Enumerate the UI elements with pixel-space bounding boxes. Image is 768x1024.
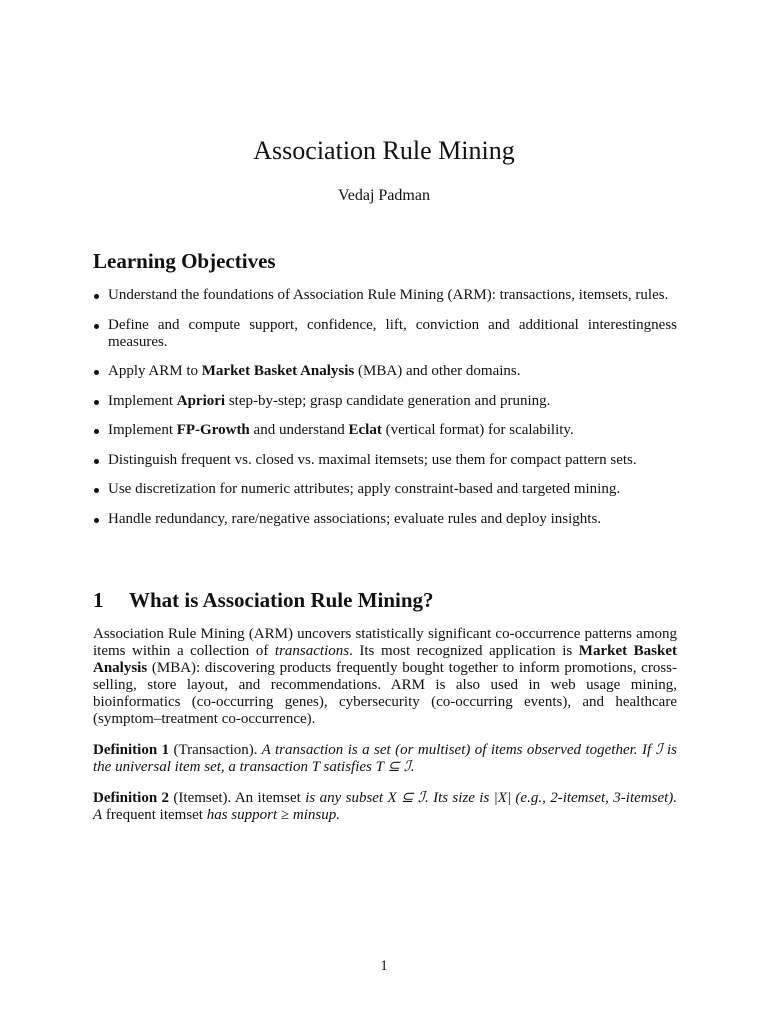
section-title: What is Association Rule Mining?: [129, 588, 434, 612]
author-name: Vedaj Padman: [338, 187, 430, 204]
section-1-heading: [93, 588, 434, 613]
learning-objectives-heading: Learning Objectives: [93, 249, 276, 273]
objective-item: Understand the foundations of Association Rule Mining (ARM): transactions, itemsets, rules.: [93, 287, 677, 304]
objective-item: Implement FP-Growth and understand Eclat (vertical format) for scalability.: [93, 422, 677, 439]
definition-1: Definition 1 (Transaction). A transaction is a set (or multiset) of items observed together. If ℐ is the universal item set, a transaction T satisfies T ⊆ ℐ.: [93, 742, 677, 775]
objective-item: Handle redundancy, rare/negative associations; evaluate rules and deploy insights.: [93, 511, 677, 528]
objective-item: Use discretization for numeric attributes; apply constraint-based and targeted mining.: [93, 481, 677, 498]
section-1-paragraph: Association Rule Mining (ARM) uncovers statistically significant co-occurrence patterns among items within a collection of transactions. Its most recognized application is Market Basket Analysis (MBA): discovering products frequently bought together to inform promotions, cross-selling, store layout, and recommendations. ARM is also used in web usage mining, bioinformatics (co-occurring genes), cybersecurity (co-occurring events), and healthcare (symptom–treatment co-occurrence).: [93, 626, 677, 727]
objective-item: Distinguish frequent vs. closed vs. maximal itemsets; use them for compact pattern sets.: [93, 452, 677, 469]
page-number: 1: [380, 958, 388, 974]
objective-item: Implement Apriori step-by-step; grasp candidate generation and pruning.: [93, 393, 677, 410]
paper-title: Association Rule Mining: [253, 136, 515, 165]
objective-item: Define and compute support, confidence, lift, conviction and additional interestingness measures.: [93, 317, 677, 351]
objective-item: Apply ARM to Market Basket Analysis (MBA) and other domains.: [93, 363, 677, 380]
definition-2: Definition 2 (Itemset). An itemset is any subset X ⊆ ℐ. Its size is |X| (e.g., 2-itemset, 3-itemset). A frequent itemset has support ≥ minsup.: [93, 790, 678, 823]
objectives-list: [93, 287, 677, 540]
section-number: 1: [93, 588, 104, 612]
